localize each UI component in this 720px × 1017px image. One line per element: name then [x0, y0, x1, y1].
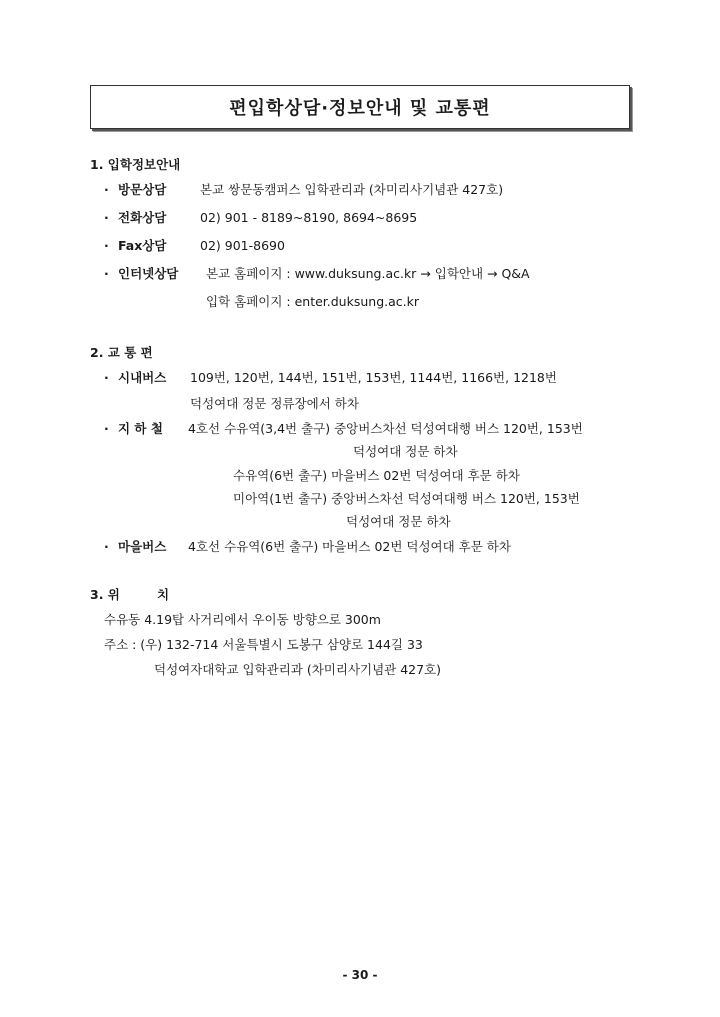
section-3-heading-rest: 치 — [157, 587, 170, 602]
subway-line-5: 덕성여대 정문 하차 — [346, 514, 451, 529]
fax-consult-label: Fax상담 — [118, 238, 167, 253]
visit-consult-label: 방문상담 — [118, 182, 167, 197]
phone-consult-value: 02) 901 - 8189~8190, 8694~8695 — [200, 210, 418, 225]
page-number: - 30 - — [342, 968, 378, 982]
city-bus-line-1: 109번, 120번, 144번, 151번, 153번, 1144번, 1166번, 1218번 — [190, 370, 557, 385]
subway-label: 지 하 철 — [118, 421, 163, 436]
bullet: · — [104, 182, 109, 197]
page-title: 편입학상담·정보안내 및 교통편 — [229, 98, 491, 119]
subway-line-3: 수유역(6번 출구) 마을버스 02번 덕성여대 후문 하차 — [233, 468, 520, 483]
subway-line-1: 4호선 수유역(3,4번 출구) 중앙버스차선 덕성여대행 버스 120번, 153번 — [188, 421, 583, 436]
city-bus-line-2: 덕성여대 정문 정류장에서 하차 — [190, 396, 359, 411]
address-line: 주소 : (우) 132-714 서울특별시 도봉구 삼양로 144길 33 — [104, 637, 423, 652]
subway-line-4: 미아역(1번 출구) 중앙버스차선 덕성여대행 버스 120번, 153번 — [233, 491, 580, 506]
bullet: · — [104, 370, 109, 385]
bullet: · — [104, 238, 109, 253]
village-bus-line-1: 4호선 수유역(6번 출구) 마을버스 02번 덕성여대 후문 하차 — [188, 539, 511, 554]
title-box — [90, 85, 630, 129]
internet-consult-label: 인터넷상담 — [118, 266, 179, 281]
village-bus-label: 마을버스 — [118, 539, 167, 554]
internet-consult-value: 본교 홈페이지 : www.duksung.ac.kr → 입학안내 → Q&A — [206, 266, 530, 281]
city-bus-label: 시내버스 — [118, 370, 167, 385]
subway-line-2: 덕성여대 정문 하차 — [353, 444, 458, 459]
address-line-2: 덕성여자대학교 입학관리과 (차미리사기념관 427호) — [154, 662, 442, 677]
bullet: · — [104, 266, 109, 281]
bullet: · — [104, 539, 109, 554]
visit-consult-value: 본교 쌍문동캠퍼스 입학관리과 (차미리사기념관 427호) — [200, 182, 504, 197]
bullet: · — [104, 421, 109, 436]
bullet: · — [104, 210, 109, 225]
location-line-1: 수유동 4.19탑 사거리에서 우이동 방향으로 300m — [104, 612, 381, 627]
fax-consult-value: 02) 901-8690 — [200, 238, 285, 253]
section-2-heading: 2. 교 통 편 — [90, 345, 153, 360]
phone-consult-label: 전화상담 — [118, 210, 167, 225]
section-1-heading: 1. 입학정보안내 — [90, 157, 181, 172]
section-3-heading: 3. 위 — [90, 587, 120, 602]
admission-homepage-value: 입학 홈페이지 : enter.duksung.ac.kr — [206, 294, 419, 309]
